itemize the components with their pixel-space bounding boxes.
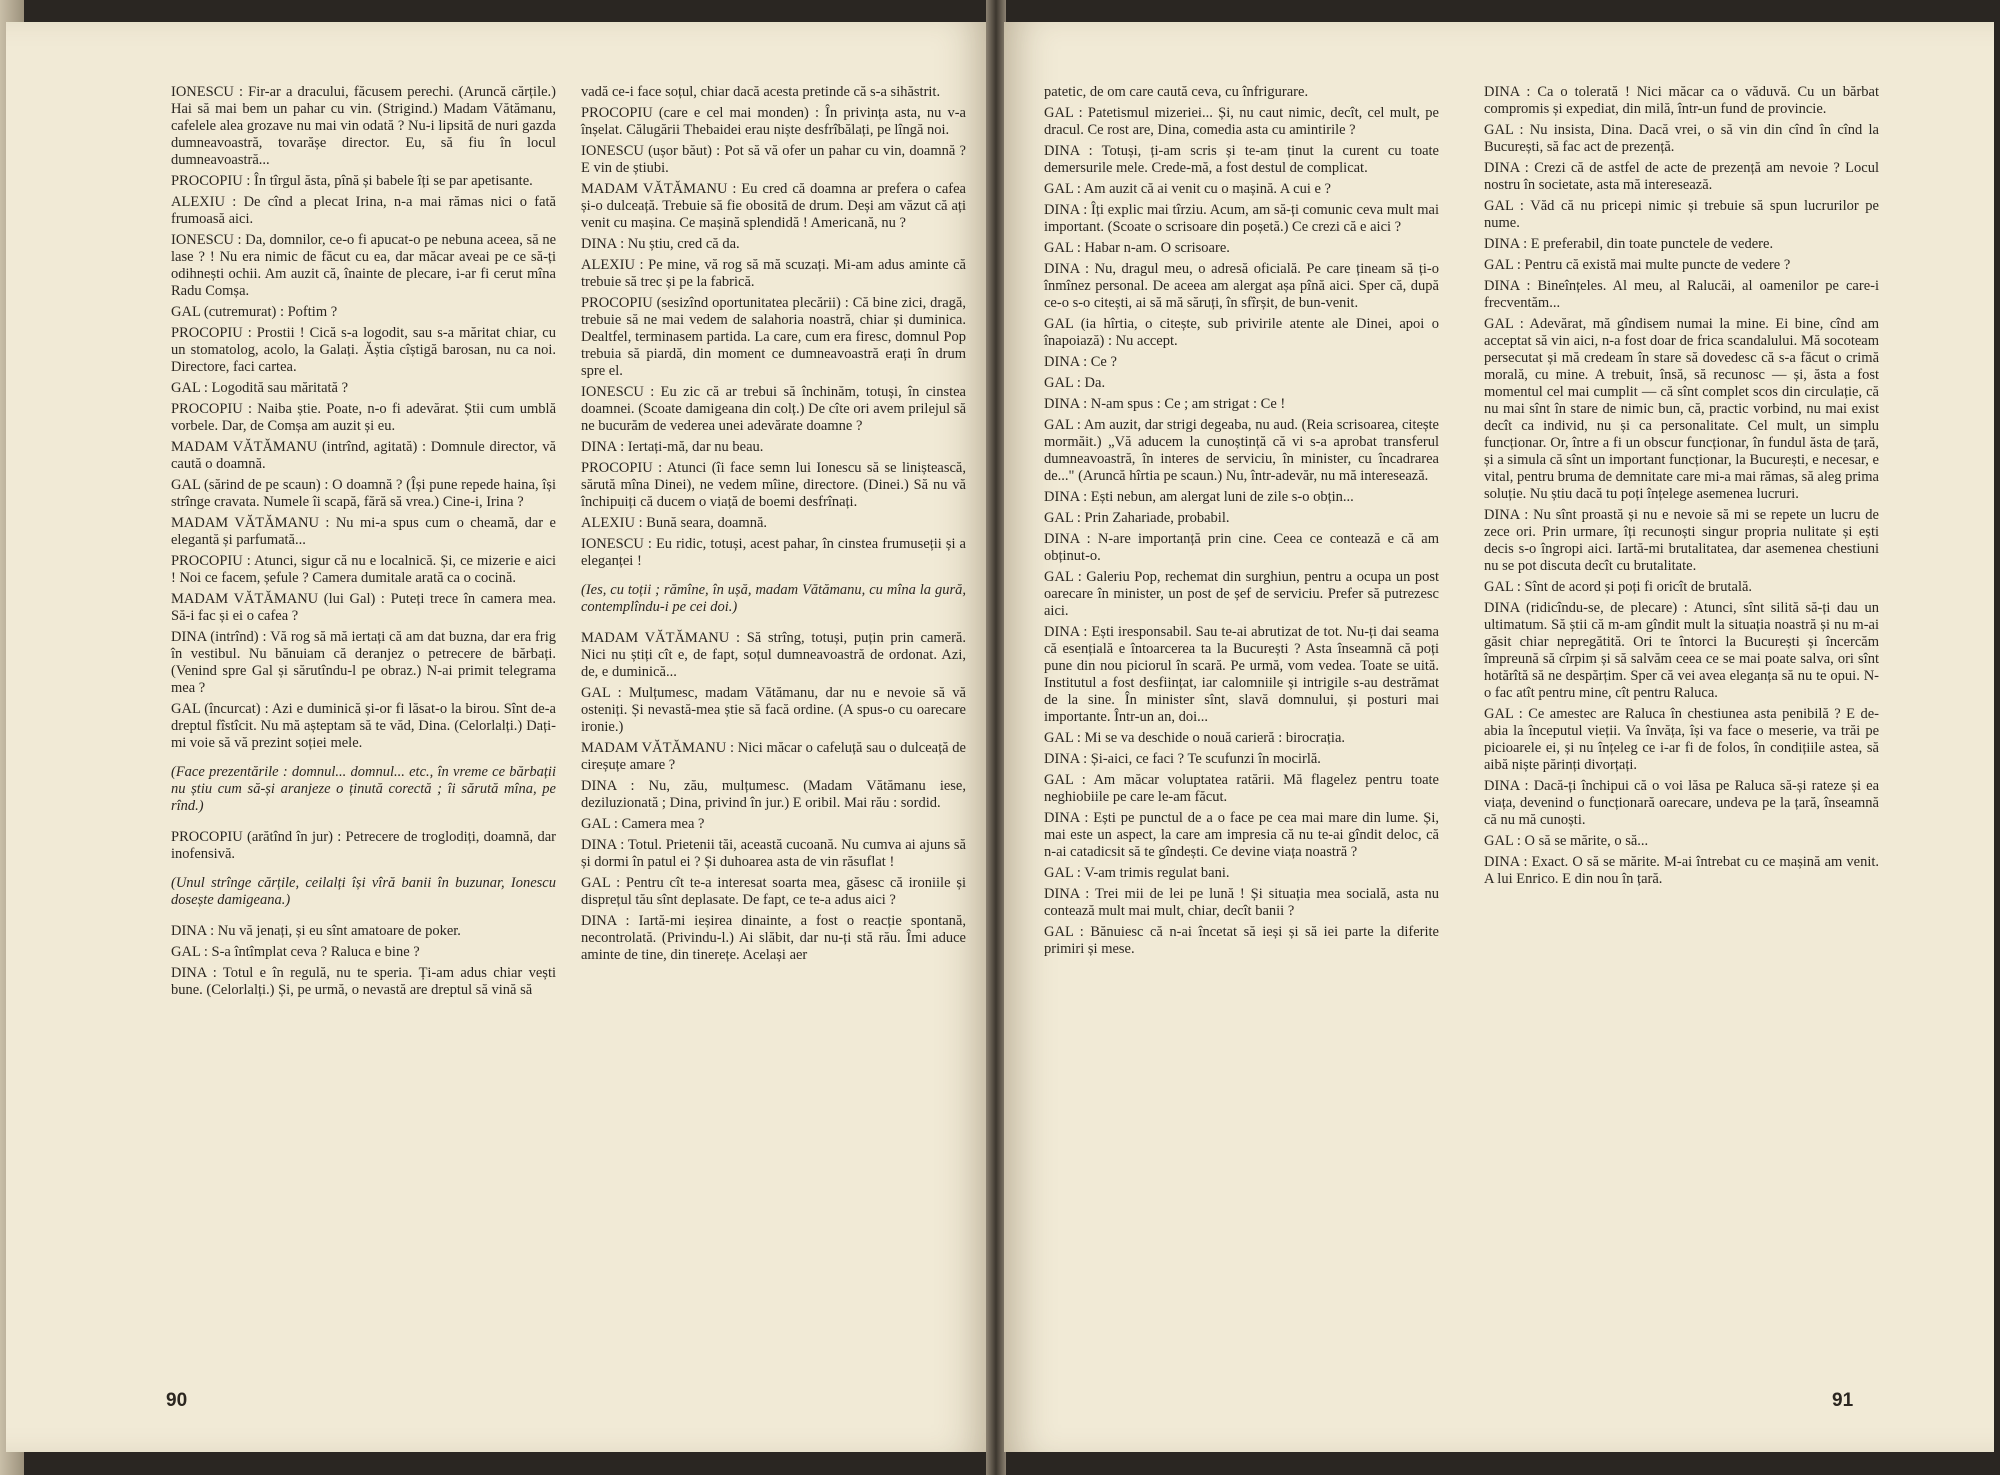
dialogue-line: GAL : Văd că nu pricepi nimic și trebuie să spun lucrurilor pe nume. (1484, 198, 1879, 231)
dialogue-line: GAL : Pentru că există mai multe puncte de vedere ? (1484, 257, 1791, 273)
left-page (6, 22, 988, 1452)
left-page-column-1 (171, 84, 556, 1003)
dialogue-line: GAL : Prin Zahariade, probabil. (1044, 510, 1230, 526)
dialogue-line: GAL : Mulțumesc, madam Vătămanu, dar nu e nevoie să vă osteniți. Și nevastă-mea știe să facă ordine. (A spus-o cu oarecare ironie.) (581, 685, 966, 735)
dialogue-line: MADAM VĂTĂMANU : Nici măcar o cafeluță sau o dulceață de cireșuțe amare ? (581, 740, 966, 773)
dialogue-line: PROCOPIU (care e cel mai monden) : În privința asta, nu v-a înșelat. Călugării Thebaidei erau niște desfrîbălați, pe lîngă noi. (581, 105, 966, 138)
dialogue-line: ALEXIU : Bună seara, doamnă. (581, 515, 768, 531)
right-page (1004, 22, 1994, 1452)
stage-direction: (Unul strînge cărțile, ceilalți își vîră banii în buzunar, Ionescu dosește damigeana.) (171, 875, 556, 908)
dialogue-line: GAL : Adevărat, mă gîndisem numai la mine. Ei bine, cînd am acceptat să vin aici, n-a fost doar de frica scandalului. Mă socoteam persecutat și mă credeam în stare să dovedesc că s-a făcut o crimă morală, cu mine. A trebuit, însă, să recunosc — și, ăsta a fost momentul cel mai cumplit — că sînt complet scos din circulație, că nu mai sînt în stare de nimic bun, că, practic vorbind, nu mai exist decît ca individ, nu și ca personalitate. Cel mult, un simplu funcționar. Or, între a fi un obscur funcționar, în fundul ăsta de țară, și a simula că sînt un important funcționar, la București, e necesar, e vital, pentru bruma de demnitate care mi-a mai rămas, să aleg prima soluție. Nu știu dacă tu poți înțelege asemenea lucruri. (1484, 316, 1879, 502)
dialogue-line: GAL : Am auzit, dar strigi degeaba, nu aud. (Reia scrisoarea, citește mormăit.) „Vă aducem la cunoștință că vi s-a aprobat transferul dumneavoastră, în interes de serviciu, în minister, cu încadrarea de..." (Aruncă hîrtia pe scaun.) Nu, într-adevăr, nu mă interesează. (1044, 417, 1439, 484)
dialogue-line: vadă ce-i face soțul, chiar dacă acesta pretinde că s-a sihăstrit. (581, 84, 941, 100)
dialogue-line: GAL : Camera mea ? (581, 816, 705, 832)
dialogue-line: GAL (sărind de pe scaun) : O doamnă ? (Își pune repede haina, își strînge cravata. Numele îi scapă, fără să vrea.) Cine-i, Irina ? (171, 477, 556, 510)
dialogue-line: GAL : Galeriu Pop, rechemat din surghiun, pentru a ocupa un post oarecare în minister, un post de șef de serviciu. Prefer să putrezesc aici. (1044, 569, 1439, 619)
dialogue-line: PROCOPIU : Naiba știe. Poate, n-o fi adevărat. Știi cum umblă vorbele. Dar, de Comșa am auzit și eu. (171, 401, 556, 434)
dialogue-line: DINA : Ești pe punctul de a o face pe cea mai mare din lume. Și, mai este un aspect, la care am impresia că nu te-ai gîndit deloc, că n-ai catadicsit să te gîndești. Ce devine viața noastră ? (1044, 810, 1439, 860)
dialogue-line: ALEXIU : De cînd a plecat Irina, n-a mai rămas nici o fată frumoasă aici. (171, 194, 556, 227)
dialogue-line: GAL : Bănuiesc că n-ai încetat să ieși și să iei parte la diferite primiri și mese. (1044, 924, 1439, 957)
dialogue-line: PROCOPIU : Atunci, sigur că nu e localnică. Și, ce mizerie e aici ! Noi ce facem, șefule ? Camera dumitale arată ca o cocină. (171, 553, 556, 586)
page-number-left: 90 (166, 1390, 188, 1411)
dialogue-line: DINA : Ce ? (1044, 354, 1117, 370)
dialogue-line: GAL : O să se mărite, o să... (1484, 833, 1649, 849)
dialogue-line: GAL : Pentru cît te-a interesat soarta mea, găsesc că ironiile și disprețul tău sînt deplasate. De fapt, ce te-a adus aici ? (581, 875, 966, 908)
dialogue-line: GAL : Ce amestec are Raluca în chestiunea asta penibilă ? E de-abia la începutul vieții. Va învăța, își va face o meserie, va trăi pe picioarele ei, și nu înțeleg ce i-ar fi de folos, în condițiile astea, să aibă niște părinți divorțați. (1484, 706, 1879, 773)
dialogue-line: DINA (intrînd) : Vă rog să mă iertați că am dat buzna, dar era frig în vestibul. Nu bănuiam că deranjez o petrecere de bărbați. (Venind spre Gal și sărutîndu-l pe obraz.) N-ai primit telegrama mea ? (171, 629, 556, 696)
left-page-column-2 (581, 84, 966, 968)
dialogue-line: ALEXIU : Pe mine, vă rog să mă scuzați. Mi-am adus aminte că trebuie să trec și pe la fabrică. (581, 257, 966, 290)
dialogue-line: PROCOPIU (arătînd în jur) : Petrecere de troglodiți, doamnă, dar inofensivă. (171, 829, 556, 862)
dialogue-line: DINA : Totuși, ți-am scris și te-am ținut la curent cu toate demersurile mele. Crede-mă, a fost destul de complicat. (1044, 143, 1439, 176)
dialogue-line: MADAM VĂTĂMANU : Nu mi-a spus cum o cheamă, dar e elegantă și parfumată... (171, 515, 556, 548)
book-gutter (986, 0, 1006, 1475)
dialogue-line: DINA : Dacă-ți închipui că o voi lăsa pe Raluca să-și rateze și ea viața, devenind o funcționară oarecare, undeva pe la țară, înseamnă că nu mă cunoști. (1484, 778, 1879, 828)
dialogue-line: GAL : Am auzit că ai venit cu o mașină. A cui e ? (1044, 181, 1331, 197)
dialogue-line: DINA : Totul e în regulă, nu te speria. Ți-am adus chiar vești bune. (Celorlalți.) Și, pe urmă, o nevastă are dreptul să vină să (171, 965, 556, 998)
dialogue-line: DINA : Iartă-mi ieșirea dinainte, a fost o reacție spontană, necontrolată. (Privindu-l.) Ai slăbit, dar nu-ți stă rău. Îmi aduce aminte de tine, din tinerețe. Același aer (581, 913, 966, 963)
dialogue-line: DINA : N-are importanță prin cine. Ceea ce contează e că am obținut-o. (1044, 531, 1439, 564)
dialogue-line: DINA : E preferabil, din toate punctele de vedere. (1484, 236, 1774, 252)
stage-direction: (Face prezentările : domnul... domnul... etc., în vreme ce bărbații nu știu cum să-și aranjeze o ținută corectă ; îi sărută mîna, pe rînd.) (171, 764, 556, 814)
dialogue-line: MADAM VĂTĂMANU (intrînd, agitată) : Domnule director, vă caută o doamnă. (171, 439, 556, 472)
dialogue-line: DINA : Bineînțeles. Al meu, al Ralucăi, al oamenilor pe care-i frecventăm... (1484, 278, 1879, 311)
dialogue-line: DINA : N-am spus : Ce ; am strigat : Ce ! (1044, 396, 1286, 412)
dialogue-line: DINA : Nu vă jenați, și eu sînt amatoare de poker. (171, 923, 461, 939)
dialogue-line: GAL (încurcat) : Azi e duminică și-or fi lăsat-o la birou. Sînt de-a dreptul fîstîcit. Nu mă așteptam să te văd, Dina. (Celorlalți.) Dați-mi voie să vă prezint soției mele. (171, 701, 556, 751)
dialogue-line: PROCOPIU : Atunci (îi face semn lui Ionescu să se liniștească, sărută mîna Dinei), ne vedem mîine, directore. (Dinei.) Să nu vă închipuiți că ducem o viață de boemi desfrînați. (581, 460, 966, 510)
right-page-column-1 (1044, 84, 1439, 962)
dialogue-line: MADAM VĂTĂMANU : Eu cred că doamna ar prefera o cafea și-o dulceață. Trebuie să fie obosită de drum. Deși am văzut că ați venit cu mașina. Ce mașină splendidă ! Americană, nu ? (581, 181, 966, 231)
dialogue-line: DINA : Nu, dragul meu, o adresă oficială. Pe care țineam să ți-o înmînez personal. De aceea am alergat așa pînă aici. Sper că, după ce-o s-o citești, ai să mă săruți, în sfîrșit, de bun-venit. (1044, 261, 1439, 311)
dialogue-line: GAL : S-a întîmplat ceva ? Raluca e bine ? (171, 944, 420, 960)
dialogue-line: MADAM VĂTĂMANU : Să strîng, totuși, puțin prin cameră. Nici nu știți cît e, de fapt, soțul dumneavoastră de ordonat. Azi, de, e duminică... (581, 630, 966, 680)
dialogue-line: DINA : Trei mii de lei pe lună ! Și situația mea socială, asta nu contează mult mai mult, chiar, decît banii ? (1044, 886, 1439, 919)
dialogue-line: DINA (ridicîndu-se, de plecare) : Atunci, sînt silită să-ți dau un ultimatum. Să știi că m-am gîndit mult la situația noastră și nu m-ai găsit chiar nepregătită. Ori te întorci la București și încercăm împreună să cîrpim și să salvăm ceea ce se mai poate salva, ori sînt hotărîtă să ne despărțim. Sper că vei avea eleganța să nu te opui. N-o fac atît pentru mine, cît pentru Raluca. (1484, 600, 1879, 701)
dialogue-line: DINA : Și-aici, ce faci ? Te scufunzi în mocirlă. (1044, 751, 1321, 767)
dialogue-line: PROCOPIU : Prostii ! Cică s-a logodit, sau s-a măritat chiar, cu un stomatolog, acolo, la Galați. Ăștia cîștigă barosan, nu ca noi. Directore, faci cartea. (171, 325, 556, 375)
dialogue-line: GAL : Logodită sau măritată ? (171, 380, 349, 396)
dialogue-line: GAL : Am măcar voluptatea ratării. Mă flagelez pentru toate neghiobiile pe care le-am făcut. (1044, 772, 1439, 805)
dialogue-line: GAL : Sînt de acord și poți fi oricît de brutală. (1484, 579, 1753, 595)
dialogue-line: DINA : Iertați-mă, dar nu beau. (581, 439, 764, 455)
dialogue-line: IONESCU : Eu zic că ar trebui să închinăm, totuși, în cinstea doamnei. (Scoate damigeana din colț.) De cîte ori avem prilejul să ne bucurăm de vederea unei adevărate doamne ? (581, 384, 966, 434)
dialogue-line: IONESCU : Da, domnilor, ce-o fi apucat-o pe nebuna aceea, să ne lase ? ! Nu era nimic de făcut cu ea, dar măcar aveai pe ce să-ți odihnești ochii. Am auzit că, înainte de plecare, i-ar fi cerut mîna Radu Comșa. (171, 232, 556, 299)
page-number-right: 91 (1832, 1390, 1854, 1411)
dialogue-line: DINA : Nu știu, cred că da. (581, 236, 740, 252)
dialogue-line: DINA : Nu, zău, mulțumesc. (Madam Vătămanu iese, deziluzionată ; Dina, privind în jur.) E oribil. Mai rău : sordid. (581, 778, 966, 811)
dialogue-line: PROCOPIU (sesizînd oportunitatea plecării) : Că bine zici, dragă, trebuie să ne mai vedem de salahoria noastră, chiar și duminica. Dealtfel, terminasem partida. La care, cum era firesc, domnul Pop trebuia să piardă, din moment ce dumneavoastră erați în drum spre el. (581, 295, 966, 379)
dialogue-line: GAL : Nu insista, Dina. Dacă vrei, o să vin din cînd în cînd la București, să fac act de prezență. (1484, 122, 1879, 155)
dialogue-line: DINA : Totul. Prietenii tăi, această cucoană. Nu cumva ai ajuns să și dormi în patul ei ? Și duhoarea asta de vin răsuflat ! (581, 837, 966, 870)
dialogue-line: DINA : Ca o tolerată ! Nici măcar ca o văduvă. Cu un bărbat compromis și expediat, din milă, într-un fund de provincie. (1484, 84, 1879, 117)
dialogue-line: patetic, de om care caută ceva, cu înfrigurare. (1044, 84, 1309, 100)
dialogue-line: DINA : Exact. O să se mărite. M-ai întrebat cu ce mașină am venit. A lui Enrico. E din nou în țară. (1484, 854, 1879, 887)
dialogue-line: GAL (cutremurat) : Poftim ? (171, 304, 338, 320)
dialogue-line: GAL (ia hîrtia, o citește, sub privirile atente ale Dinei, apoi o înapoiază) : Nu accept. (1044, 316, 1439, 349)
dialogue-line: DINA : Ești nebun, am alergat luni de zile s-o obțin... (1044, 489, 1354, 505)
dialogue-line: DINA : Crezi că de astfel de acte de prezență am nevoie ? Locul nostru în societate, asta mă interesează. (1484, 160, 1879, 193)
dialogue-line: IONESCU (ușor băut) : Pot să vă ofer un pahar cu vin, doamnă ? E vin de știubi. (581, 143, 966, 176)
dialogue-line: IONESCU : Eu ridic, totuși, acest pahar, în cinstea frumuseții și a eleganței ! (581, 536, 966, 569)
dialogue-line: PROCOPIU : În tîrgul ăsta, pînă și babele îți se par apetisante. (171, 173, 533, 189)
dialogue-line: GAL : Habar n-am. O scrisoare. (1044, 240, 1230, 256)
stage-direction: (Ies, cu toții ; rămîne, în ușă, madam Vătămanu, cu mîna la gură, contemplîndu-i pe cei doi.) (581, 582, 966, 615)
dialogue-line: GAL : Da. (1044, 375, 1106, 391)
dialogue-line: GAL : V-am trimis regulat bani. (1044, 865, 1230, 881)
dialogue-line: DINA : Ești iresponsabil. Sau te-ai abrutizat de tot. Nu-ți dai seama că esențială e întoarcerea ta la București ? Asta înseamnă că poți pune din nou piciorul în scară. Pe urmă, vom vedea. Toate se uită. Institutul a fost desființat, iar calomniile și intrigile s-au destrămat de la sine. În minister sînt, slavă domnului, și posturi mai importante. Într-un an, doi... (1044, 624, 1439, 725)
dialogue-line: DINA : Îți explic mai tîrziu. Acum, am să-ți comunic ceva mult mai important. (Scoate o scrisoare din poșetă.) Ce crezi că e aici ? (1044, 202, 1439, 235)
right-page-column-2 (1484, 84, 1879, 892)
dialogue-line: GAL : Mi se va deschide o nouă carieră : birocrația. (1044, 730, 1346, 746)
dialogue-line: DINA : Nu sînt proastă și nu e nevoie să mi se repete un lucru de zece ori. Prin urmare, îți recunoști singur propria nulitate și ești decis s-o îngropi aici. Iartă-mi brutalitatea, dar asemenea chestiuni nu se pot discuta decît cu brutalitate. (1484, 507, 1879, 574)
dialogue-line: IONESCU : Fir-ar a dracului, făcusem perechi. (Aruncă cărțile.) Hai să mai bem un pahar cu vin. (Strigind.) Madam Vătămanu, cafelele alea grozave nu mai vin odată ? Nu-i lipsită de nuri gazda dumneavoastră, tovarășe director. Eu, să fiu în locul dumneavoastră... (171, 84, 556, 168)
dialogue-line: MADAM VĂTĂMANU (lui Gal) : Puteți trece în camera mea. Să-i fac și ei o cafea ? (171, 591, 556, 624)
dialogue-line: GAL : Patetismul mizeriei... Și, nu caut nimic, decît, cel mult, pe dracul. Ce rost are, Dina, comedia asta cu amintirile ? (1044, 105, 1439, 138)
